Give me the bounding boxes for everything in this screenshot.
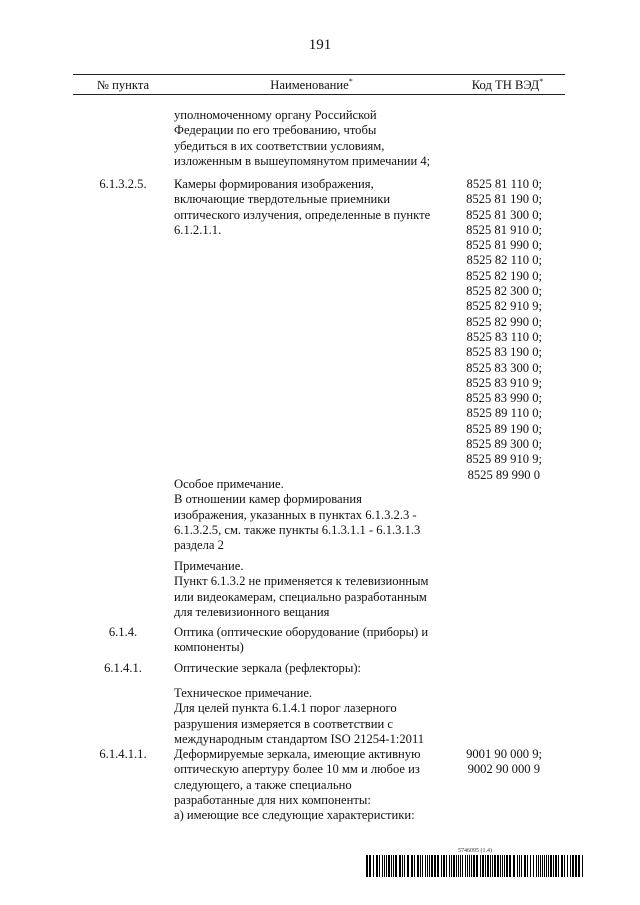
tnved-code: 9002 90 000 9 <box>467 762 540 777</box>
tnved-code: 9001 90 000 9; <box>466 747 542 761</box>
tnved-code: 8525 89 910 9; <box>466 452 542 467</box>
tnved-code: 8525 82 190 0; <box>466 268 542 283</box>
column-header-code: Код ТН ВЭД* <box>471 77 544 92</box>
tnved-code: 8525 83 990 0; <box>466 391 542 406</box>
tnved-code: 8525 82 990 0; <box>466 314 542 329</box>
item-description: Оптика (оптические оборудование (приборы) и компоненты) <box>174 625 429 655</box>
column-header-name: Наименование* <box>270 77 353 92</box>
item-number: 6.1.4.1.1. <box>99 747 147 761</box>
page-number: 191 <box>308 37 332 53</box>
footnote-mark: * <box>348 77 353 86</box>
item-number: 6.1.4.1. <box>104 661 142 675</box>
note: Примечание. Пункт 6.1.3.2 не применяется к телевизионным или видеокамерам, специально разработанным для телевизионного вещания <box>174 559 429 619</box>
column-header-number: № пункта <box>96 78 150 92</box>
tnved-code: 8525 83 910 9; <box>466 375 542 390</box>
tnved-code: 8525 89 110 0; <box>466 406 542 421</box>
item-description: Деформируемые зеркала, имеющие активную оптическую апертуру более 10 мм и любое из следующего, а также специально разработанные для них компоненты: а) имеющие все следующие характеристики: <box>174 747 421 823</box>
tnved-code: 8525 81 910 0; <box>466 222 542 237</box>
tnved-code: 8525 82 910 9; <box>466 299 542 314</box>
tnved-code: 8525 81 110 0; <box>466 177 542 191</box>
barcode-caption: 5746095 (1.4) <box>458 848 492 854</box>
continuation-text: уполномоченному органу Российской Федерации по его требованию, чтобы убедиться в их соответствии условиям, изложенным в вышеупомянутом примечании 4; <box>174 108 431 168</box>
technical-note: Техническое примечание. Для целей пункта 6.1.4.1 порог лазерного разрушения измеряется в соответствии с международным стандартом ISO 21254-1:2011 <box>174 686 425 746</box>
tnved-code: 8525 89 300 0; <box>466 437 542 452</box>
tnved-code: 8525 82 110 0; <box>466 253 542 268</box>
footnote-mark: * <box>539 77 544 86</box>
tnved-code: 8525 89 990 0 <box>467 467 540 482</box>
tnved-code: 8525 82 300 0; <box>466 284 542 299</box>
barcode-image <box>366 855 586 877</box>
header-top-rule <box>73 74 565 75</box>
tnved-code: 8525 81 300 0; <box>466 207 542 222</box>
tnved-code: 8525 83 300 0; <box>466 360 542 375</box>
special-note: Особое примечание. В отношении камер формирования изображения, указанных в пунктах 6.1.3.2.3 - 6.1.3.2.5, см. также пункты 6.1.3.1.1 - 6.1.3.1.3 раздела 2 <box>174 477 421 553</box>
item-description: Камеры формирования изображения, включающие твердотельные приемники оптического излучения, определенные в пункте 6.1.2.1.1. <box>174 177 431 237</box>
tnved-code: 8525 83 190 0; <box>466 345 542 360</box>
item-description: Оптические зеркала (рефлекторы): <box>174 661 362 675</box>
tnved-code-list <box>452 747 564 778</box>
tnved-code: 8525 83 110 0; <box>466 329 542 344</box>
tnved-code: 8525 81 990 0; <box>466 238 542 253</box>
item-number: 6.1.4. <box>108 625 138 639</box>
item-number: 6.1.3.2.5. <box>99 177 147 191</box>
header-bottom-rule <box>73 94 565 95</box>
tnved-code: 8525 81 190 0; <box>466 192 542 207</box>
tnved-code: 8525 89 190 0; <box>466 421 542 436</box>
tnved-code-list <box>452 177 564 483</box>
